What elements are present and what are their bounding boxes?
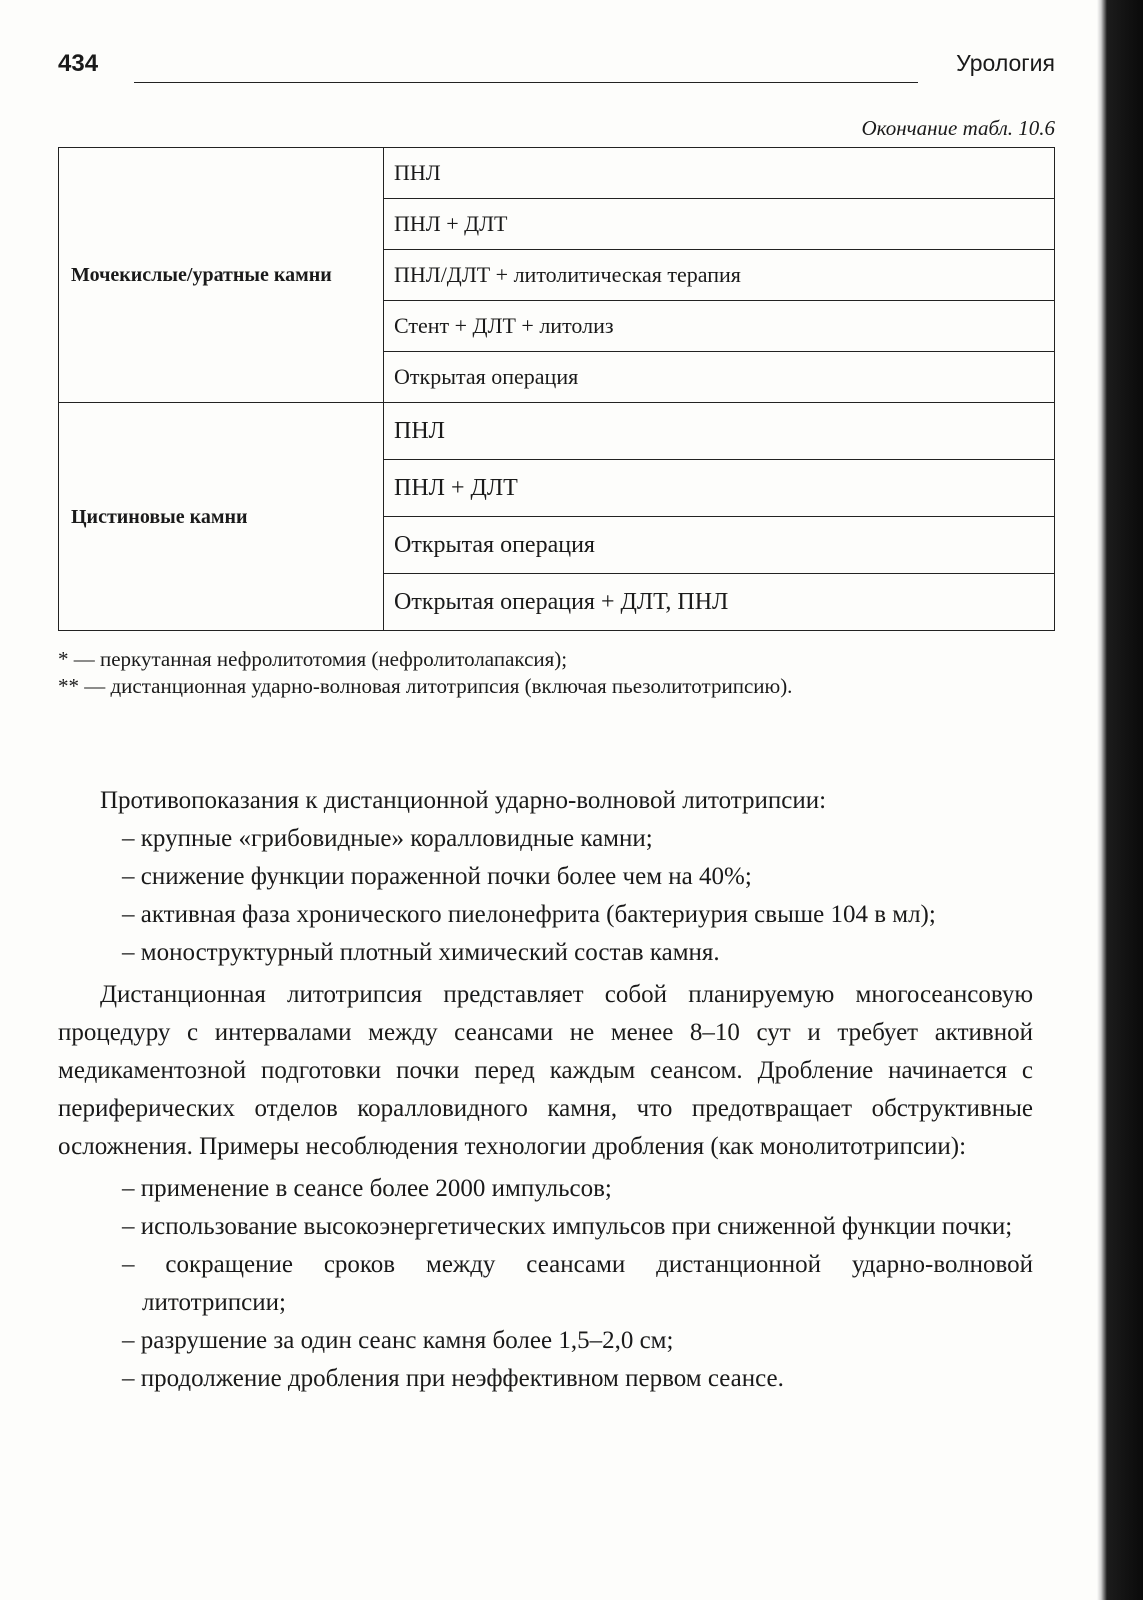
violations-list (58, 1170, 1033, 1398)
page-number: 434 (58, 50, 99, 77)
list-item: – снижение функции пораженной почки более чем на 40%; (122, 863, 752, 890)
list-item: – крупные «грибовидные» коралловидные камни; (122, 825, 653, 852)
footnote: ** — дистанционная ударно-волновая литотрипсия (включая пьезолитотрипсию). (58, 674, 793, 698)
method-cell: Стент + ДЛТ + литолиз (384, 301, 1055, 352)
contraindications-list (58, 820, 1033, 972)
footnote: * — перкутанная нефролитотомия (нефролитолапаксия); (58, 647, 568, 671)
table-row (59, 403, 1055, 460)
body-text (58, 782, 1033, 1398)
list-item: – сокращение сроков между сеансами дистанционной ударно-волновой литотрипсии; (122, 1251, 1033, 1316)
method-cell: Открытая операция + ДЛТ, ПНЛ (384, 574, 1055, 631)
method-cell: ПНЛ + ДЛТ (384, 199, 1055, 250)
list-item: – продолжение дробления при неэффективном первом сеансе. (122, 1365, 784, 1392)
method-cell: ПНЛ (384, 403, 1055, 460)
page-binding-shadow (1097, 0, 1143, 1600)
page-header (58, 50, 1055, 90)
table-caption: Окончание табл. 10.6 (861, 116, 1055, 140)
stone-group-cell: Цистиновые камни (59, 403, 384, 631)
list-item: – использование высокоэнергетических импульсов при сниженной функции почки; (122, 1213, 1013, 1240)
method-cell: Открытая операция (384, 517, 1055, 574)
method-cell: Открытая операция (384, 352, 1055, 403)
list-item: – применение в сеансе более 2000 импульсов; (122, 1175, 612, 1202)
method-cell: ПНЛ (384, 148, 1055, 199)
treatment-table (58, 147, 1055, 631)
running-title: Урология (956, 50, 1055, 76)
contraindications-intro: Противопоказания к дистанционной ударно-волновой литотрипсии: (100, 787, 827, 814)
list-item: – активная фаза хронического пиелонефрита (бактериурия свыше 104 в мл); (122, 901, 936, 928)
method-cell: ПНЛ + ДЛТ (384, 460, 1055, 517)
table-footnotes (58, 646, 1033, 700)
list-item: – моноструктурный плотный химический состав камня. (122, 939, 720, 966)
table-row (59, 148, 1055, 199)
lithotripsy-paragraph: Дистанционная литотрипсия представляет собой планируемую многосеансовую процедуру с интервалами между сеансами не менее 8–10 сут и требует активной медикаментозной подготовки почки перед каждым сеансом. Дробление начинается с периферических отделов коралловидного камня, что предотвращает обструктивные осложнения. Примеры несоблюдения технологии дробления (как монолитотрипсии): (58, 981, 1033, 1160)
method-cell: ПНЛ/ДЛТ + литолитическая терапия (384, 250, 1055, 301)
list-item: – разрушение за один сеанс камня более 1,5–2,0 см; (122, 1327, 674, 1354)
stone-group-cell: Мочекислые/уратные камни (59, 148, 384, 403)
header-rule (134, 82, 918, 83)
